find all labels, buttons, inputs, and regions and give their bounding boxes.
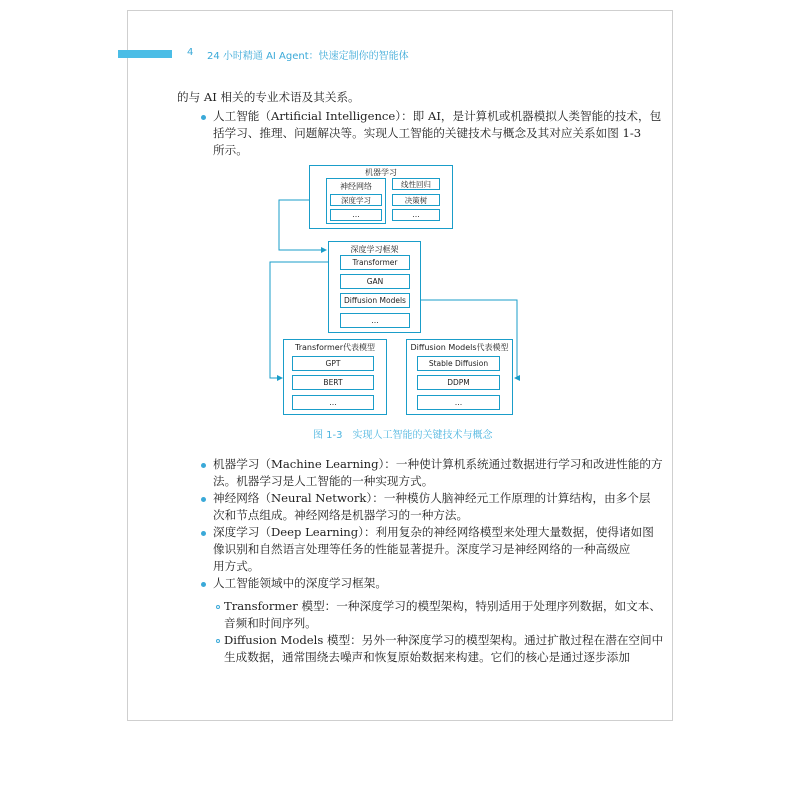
bullet-icon: [201, 497, 206, 502]
text-line: 用方式。: [213, 559, 260, 573]
ml-title: 机器学习: [365, 168, 397, 177]
text-line: 人工智能领域中的深度学习框架。: [213, 576, 387, 590]
text-line: 法。机器学习是人工智能的一种实现方式。: [213, 474, 434, 488]
text-line: 人工智能（Artificial Intelligence）：即 AI，是计算机或机器模拟人类智能的技术，包: [213, 109, 662, 123]
bullet-icon: [201, 582, 206, 587]
transformer-models-title: Transformer代表模型: [294, 343, 375, 352]
text-line: 的与 AI 相关的专业术语及其关系。: [177, 90, 360, 104]
text-line: Diffusion Models 模型：另外一种深度学习的模型架构。通过扩散过程在潜在空间中: [224, 633, 664, 647]
sub-bullet-icon: [216, 605, 220, 609]
text-line: 深度学习（Deep Learning）：利用复杂的神经网络模型来处理大量数据，使得诸如图: [213, 525, 654, 539]
tf-item: GPT: [292, 356, 374, 371]
text-line: 生成数据，通常围绕去噪声和恢复原始数据来构建。它们的核心是通过逐步添加: [224, 650, 630, 664]
figure-caption: 图 1-3 实现人工智能的关键技术与概念: [313, 430, 493, 441]
text-line: 机器学习（Machine Learning）：一种使计算机系统通过数据进行学习和改进性能的方: [213, 457, 663, 471]
text-line: Transformer 模型：一种深度学习的模型架构，特别适用于处理序列数据，如文本、: [224, 599, 661, 613]
diffusion-models-title: Diffusion Models代表模型: [410, 343, 509, 352]
text-line: 像识别和自然语言处理等任务的性能显著提升。深度学习是神经网络的一种高级应: [213, 542, 631, 556]
decision-tree-cell: 决策树: [392, 194, 440, 206]
nn-more-cell: …: [330, 209, 382, 221]
bullet-icon: [201, 463, 206, 468]
dm-item: Stable Diffusion: [417, 356, 500, 371]
dl-item: Transformer: [340, 255, 410, 270]
dl-item: …: [340, 313, 410, 328]
tf-item: …: [292, 395, 374, 410]
bullet-icon: [201, 531, 206, 536]
text-line: 次和节点组成。神经网络是机器学习的一种方法。: [213, 508, 469, 522]
page-number: 4: [187, 47, 194, 58]
sub-bullet-icon: [216, 639, 220, 643]
text-line: 神经网络（Neural Network）：一种模仿人脑神经元工作原理的计算结构，由多个层: [213, 491, 651, 505]
tf-item: BERT: [292, 375, 374, 390]
header-accent-bar: [118, 50, 172, 58]
dl-item: GAN: [340, 274, 410, 289]
linear-regression-cell: 线性回归: [392, 178, 440, 190]
text-line: 音频和时间序列。: [224, 616, 317, 630]
dl-item: Diffusion Models: [340, 293, 410, 308]
text-line: 括学习、推理、问题解决等。实现人工智能的关键技术与概念及其对应关系如图 1-3: [213, 126, 642, 140]
dm-item: …: [417, 395, 500, 410]
bullet-icon: [201, 115, 206, 120]
running-header-title: 24 小时精通 AI Agent：快速定制你的智能体: [207, 51, 409, 62]
dm-item: DDPM: [417, 375, 500, 390]
dl-framework-title: 深度学习框架: [350, 245, 399, 254]
ml-more-cell: …: [392, 209, 440, 221]
nn-title: 神经网络: [340, 182, 372, 191]
deep-learning-cell: 深度学习: [330, 194, 382, 206]
text-line: 所示。: [213, 143, 248, 157]
